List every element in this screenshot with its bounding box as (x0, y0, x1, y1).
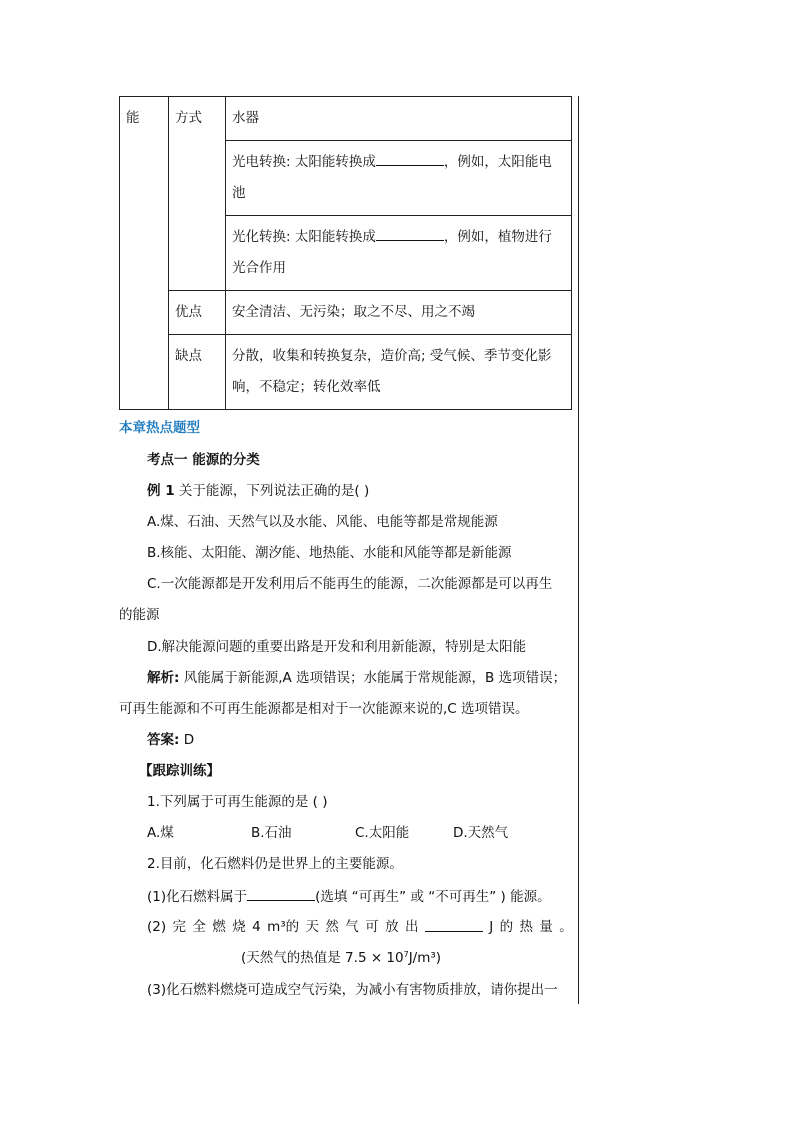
q2-2-tail: 热 (519, 919, 534, 935)
note-prefix: (天然气的热值是 7.5 × 10 (241, 950, 404, 966)
q1-option-b: B.石油 (251, 825, 292, 841)
note-suffix: J/m³) (408, 950, 442, 966)
advantage-label-cell: 优点 (169, 291, 226, 335)
q2-2-part: 出 (404, 919, 419, 935)
table-row (120, 97, 572, 141)
answer-line (119, 730, 573, 750)
option-b: B.核能、太阳能、潮汐能、地热能、水能和风能等都是新能源 (147, 545, 512, 561)
q2-2-tail: 量 (539, 919, 553, 935)
q2-2-part: 气 (345, 919, 359, 935)
photoelectric-cell (226, 141, 572, 216)
q2-2-part: 然 (325, 919, 339, 935)
answer-value: D (179, 732, 195, 748)
photochemical-cell (226, 216, 572, 291)
fill-blank[interactable] (376, 151, 444, 166)
question-1-options (119, 823, 573, 843)
option-a: A.煤、石油、天然气以及水能、风能、电能等都是常规能源 (147, 514, 498, 530)
example-question (119, 481, 573, 501)
table-row (120, 335, 572, 410)
question-2-1 (119, 886, 573, 907)
analysis-line1 (119, 668, 573, 688)
water-heater-cell: 水器 (226, 97, 572, 141)
example-text: 关于能源，下列说法正确的是( ) (174, 483, 370, 499)
photoelectric-suffix: ，例如，太阳能电池 (232, 154, 552, 201)
photochemical-prefix: 光化转换: 太阳能转换成 (232, 229, 376, 245)
analysis-text: 风能属于新能源,A 选项错误；水能属于常规能源，B 选项错误； (179, 670, 567, 686)
q2-2-tail: 的 (499, 919, 514, 935)
disadvantage-label-cell: 缺点 (169, 335, 226, 410)
q2-2-part: 烧 (232, 919, 246, 935)
fill-blank[interactable] (425, 917, 483, 932)
question-2-2 (119, 917, 573, 937)
empty-cell (120, 291, 169, 335)
fill-blank[interactable] (376, 226, 444, 241)
example-label: 例 1 (147, 483, 175, 499)
option-d: D.解决能源问题的重要出路是开发和利用新能源，特别是太阳能 (147, 639, 527, 655)
option-c-line2: 的能源 (119, 607, 160, 623)
q2-2-part: 天 (305, 919, 320, 935)
section-title: 本章热点题型 (119, 420, 200, 436)
q2-2-tail: 。 (559, 919, 573, 935)
kaodian-heading: 考点一 能源的分类 (147, 452, 260, 468)
q1-option-c: C.太阳能 (355, 825, 410, 841)
question-1: 1.下列属于可再生能源的是 ( ) (147, 794, 328, 810)
method-label-cell: 方式 (169, 97, 226, 291)
q1-option-d: D.天然气 (453, 825, 509, 841)
q2-2-part: (2) (147, 919, 167, 935)
question-2-3: (3)化石燃料燃烧可造成空气污染，为减小有害物质排放，请你提出一 (147, 982, 558, 998)
practice-title: 【跟踪训练】 (139, 763, 220, 779)
solar-energy-table (119, 96, 572, 410)
category-cell: 能 (120, 97, 169, 291)
table-row (120, 291, 572, 335)
option-c-line1: C.一次能源都是开发利用后不能再生的能源，二次能源都是可以再生 (147, 576, 553, 592)
photoelectric-prefix: 光电转换: 太阳能转换成 (232, 154, 376, 170)
disadvantage-text-cell: 分散，收集和转换复杂，造价高; 受气候、季节变化影响，不稳定；转化效率低 (226, 335, 572, 410)
q2-1-prefix: (1)化石燃料属于 (147, 889, 248, 905)
analysis-line2: 可再生能源和不可再生能源都是相对于一次能源来说的,C 选项错误。 (119, 701, 529, 717)
q2-2-part: 完 (172, 919, 187, 935)
q2-2-part: 燃 (212, 919, 226, 935)
q2-2-tail: J (489, 919, 494, 935)
q2-2-part: m³的 (267, 919, 300, 935)
question-2: 2.目前，化石燃料仍是世界上的主要能源。 (147, 856, 403, 872)
note-exponent: 7 (403, 950, 409, 959)
answer-label: 答案: (147, 732, 180, 748)
photochemical-suffix: ，例如，植物进行光合作用 (232, 229, 552, 276)
q2-2-part: 全 (192, 919, 206, 935)
q2-1-suffix: (选填 “可再生” 或 “不可再生” ) 能源。 (315, 889, 551, 905)
fill-blank[interactable] (247, 886, 315, 901)
page-margin-line (578, 96, 579, 1004)
q2-2-part: 放 (385, 919, 399, 935)
q1-option-a: A.煤 (147, 825, 174, 841)
q2-2-part: 可 (365, 919, 379, 935)
empty-cell (120, 335, 169, 410)
analysis-label: 解析: (147, 670, 180, 686)
q2-2-part: 4 (252, 919, 261, 935)
heat-value-note (119, 948, 573, 968)
advantage-text-cell: 安全清洁、无污染；取之不尽、用之不竭 (226, 291, 572, 335)
